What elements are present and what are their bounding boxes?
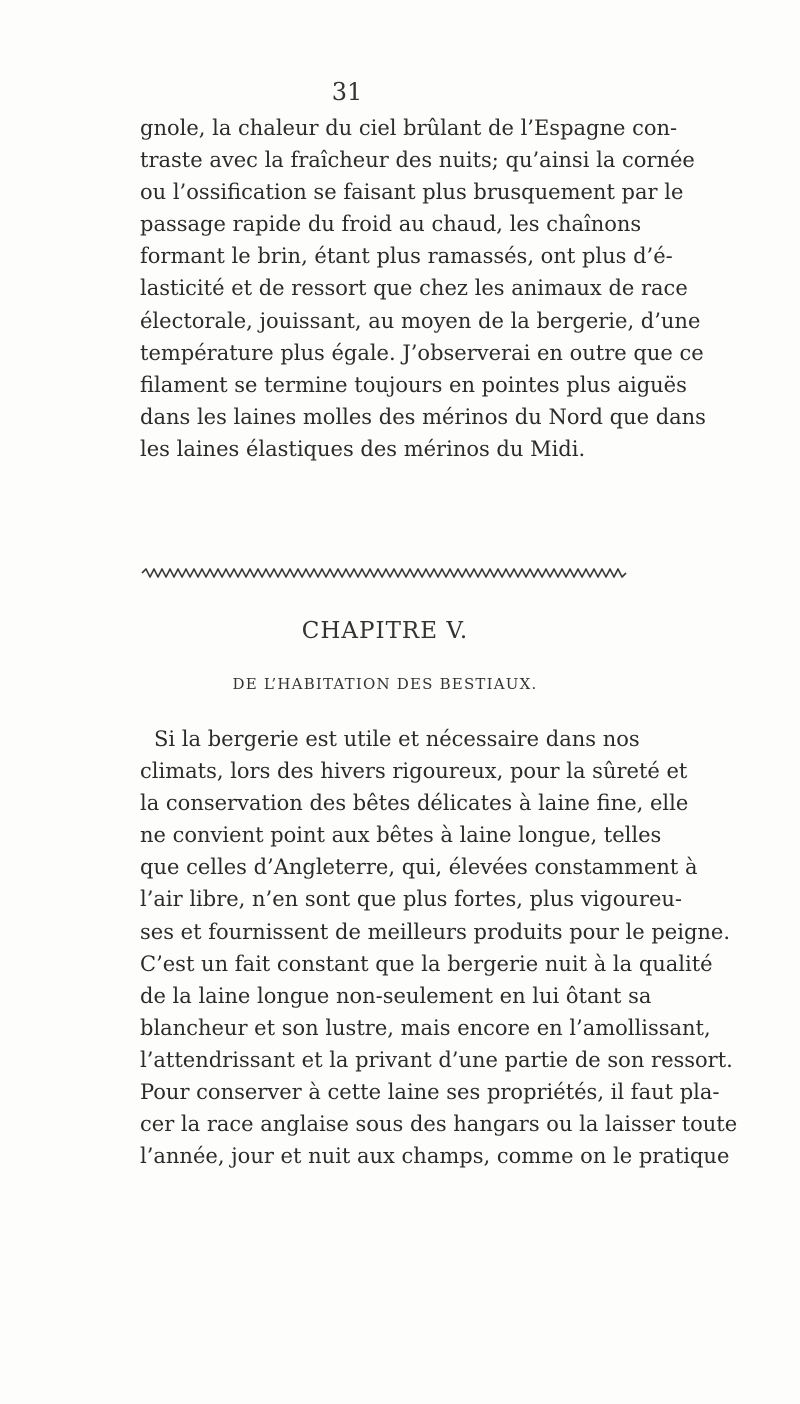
text-line: climats, lors des hivers rigoureux, pour la sûreté et: [140, 759, 688, 784]
paragraph-continuation: [140, 112, 706, 465]
text-line: Pour conserver à cette laine ses propriétés, il faut pla-: [140, 1080, 720, 1105]
text-line: dans les laines molles des mérinos du Nord que dans: [140, 404, 706, 429]
chapter-title: CHAPITRE V.: [301, 618, 469, 644]
text-line: ses et fournissent de meilleurs produits pour le peigne.: [140, 919, 731, 944]
text-line: l’année, jour et nuit aux champs, comme on le pratique: [140, 1144, 730, 1169]
chapter-subtitle: DE L’HABITATION DES BESTIAUX.: [232, 675, 538, 693]
text-line: gnole, la chaleur du ciel brûlant de l’Espagne con-: [140, 116, 678, 140]
text-line: ou l’ossification se faisant plus brusquement par le: [140, 180, 684, 205]
text-line: C’est un fait constant que la bergerie nuit à la qualité: [140, 951, 713, 976]
text-line: ne convient point aux bêtes à laine longue, telles: [140, 823, 662, 848]
text-line: blancheur et son lustre, mais encore en l’amollissant,: [140, 1015, 711, 1040]
text-line: passage rapide du froid au chaud, les chaînons: [140, 212, 642, 237]
text-line: que celles d’Angleterre, qui, élevées constamment à: [140, 855, 698, 880]
text-line: température plus égale. J’observerai en outre que ce: [140, 340, 704, 365]
text-line: Si la bergerie est utile et nécessaire dans nos: [154, 727, 640, 751]
text-line: filament se termine toujours en pointes plus aiguës: [140, 372, 687, 397]
text-line: électorale, jouissant, au moyen de la bergerie, d’une: [140, 308, 701, 333]
page-number: 31: [331, 78, 363, 106]
text-line: cer la race anglaise sous des hangars ou la laisser toute: [140, 1112, 738, 1137]
text-line: les laines élastiques des mérinos du Midi.: [140, 436, 586, 461]
ornamental-rule-icon: [140, 567, 630, 579]
text-line: l’air libre, n’en sont que plus fortes, plus vigoureu-: [140, 887, 682, 912]
text-line: lasticité et de ressort que chez les animaux de race: [140, 276, 688, 301]
text-line: la conservation des bêtes délicates à laine fine, elle: [140, 791, 689, 816]
text-line: formant le brin, étant plus ramassés, ont plus d’é-: [140, 244, 673, 269]
chapter-paragraph: [140, 723, 738, 1172]
text-line: l’attendrissant et la privant d’une partie de son ressort.: [140, 1047, 733, 1072]
text-line: traste avec la fraîcheur des nuits; qu’ainsi la cornée: [140, 148, 695, 173]
text-line: de la laine longue non-seulement en lui ôtant sa: [140, 983, 652, 1008]
ornamental-rule: [140, 564, 630, 576]
